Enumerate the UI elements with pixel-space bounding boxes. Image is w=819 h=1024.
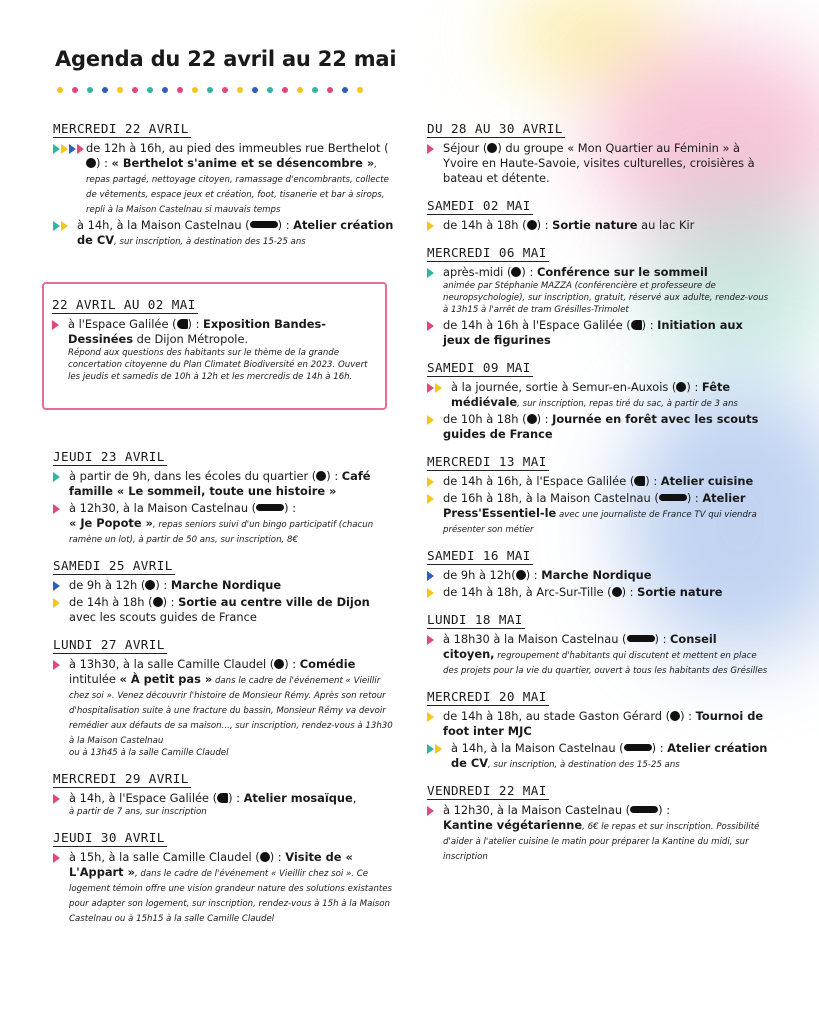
public-all-icon: [274, 659, 284, 669]
audience-markers-icon: [53, 144, 84, 154]
castelnau-icon: [659, 494, 687, 501]
event: de 14h à 18h, au stade Gaston Gérard ( ) : Tournoi de foot inter MJC: [427, 709, 772, 739]
public-all-icon: [145, 580, 155, 590]
day-heading: MERCREDI 29 AVRIL: [53, 771, 189, 786]
day-section: [427, 242, 772, 348]
audience-marker-icon: [427, 477, 434, 487]
castelnau-icon: [627, 635, 655, 642]
right-column: [427, 118, 772, 872]
day-section: [427, 780, 772, 863]
audience-marker-icon: [427, 712, 434, 722]
day-heading: DU 28 AU 30 AVRIL: [427, 121, 563, 136]
day-section: [53, 555, 398, 625]
event: de 14h à 16h, à l'Espace Galilée ( ) : Atelier cuisine: [427, 474, 772, 489]
public-all-icon: [260, 852, 270, 862]
event: de 14h à 18h ( ) : Sortie au centre ville de Dijon avec les scouts guides de France: [53, 595, 398, 625]
event: de 14h à 16h à l'Espace Galilée ( ) : Initiation aux jeux de figurines: [427, 318, 772, 348]
event: à 13h30, à la salle Camille Claudel ( ) : Comédie intitulée « À petit pas » dans le cadre de l'événement « Vieillir chez soi ». Venez découvrir l'histoire de Monsieur Rémy. Après son retour d'hospitalisation suite à une fracture du bassin, Monsieur Rémy va devoir remédier aux défauts de sa maison..., sur inscription, rendez-vous à 13h30 à la Maison Castelnau ou à 13h45 à la salle Camille Claudel: [53, 657, 398, 759]
event: à 15h, à la salle Camille Claudel ( ) : Visite de « L'Appart », dans le cadre de l'événement « Vieillir chez soi ». Ce logement témoin offre une vision grandeur nature des solutions existantes pour adapter son logement, sur inscription, rendez-vous à 15h à la Maison Castelnau ou à 15h15 à la salle Camille Claudel: [53, 850, 398, 925]
audience-marker-icon: [427, 268, 434, 278]
day-heading: MERCREDI 06 MAI: [427, 245, 547, 260]
day-section: [427, 118, 772, 186]
audience-marker-icon: [427, 415, 434, 425]
event: de 12h à 16h, au pied des immeubles rue Berthelot () : « Berthelot s'anime et se désencombre », repas partagé, nettoyage citoyen, ramassage d'encombrants, collecte de vêtements, espace jeux et création, foot, tisanerie et bar à sirops, repli à la Maison Castelnau si mauvais temps: [53, 141, 398, 216]
day-heading: 22 AVRIL AU 02 MAI: [52, 297, 196, 312]
event: à partir de 9h, dans les écoles du quartier ( ) : Café famille « Le sommeil, toute une histoire »: [53, 469, 398, 499]
day-section: [53, 446, 398, 546]
day-section: [427, 545, 772, 600]
day-heading: JEUDI 23 AVRIL: [53, 449, 165, 464]
event: de 9h à 12h( ) : Marche Nordique: [427, 568, 772, 583]
day-heading: LUNDI 18 MAI: [427, 612, 523, 627]
decorative-dots: [57, 87, 363, 93]
gallery-icon: [631, 320, 642, 330]
day-heading: MERCREDI 20 MAI: [427, 689, 547, 704]
public-all-icon: [527, 220, 537, 230]
day-heading: LUNDI 27 AVRIL: [53, 637, 165, 652]
day-section: [427, 195, 772, 233]
day-section: [427, 609, 772, 677]
audience-marker-icon: [53, 660, 60, 670]
event: Séjour ( ) du groupe « Mon Quartier au Féminin » à Yvoire en Haute-Savoie, visites culturelles, croisières à bateau et détente.: [427, 141, 772, 186]
public-all-icon: [612, 587, 622, 597]
event: de 14h à 18h, à Arc-Sur-Tille ( ) : Sortie nature: [427, 585, 772, 600]
event: de 14h à 18h ( ) : Sortie nature au lac Kir: [427, 218, 772, 233]
audience-marker-icon: [53, 504, 60, 514]
event: de 16h à 18h, à la Maison Castelnau ( ) : Atelier Press'Essentiel-le avec une journaliste de France TV qui viendra présenter son métier: [427, 491, 772, 536]
public-all-icon: [516, 570, 526, 580]
audience-marker-icon: [53, 794, 60, 804]
event: à 14h, à l'Espace Galilée ( ) : Atelier mosaïque, à partir de 7 ans, sur inscription: [53, 791, 398, 818]
audience-marker-icon: [427, 571, 434, 581]
audience-markers-icon: [427, 744, 442, 754]
event: à la journée, sortie à Semur-en-Auxois ( ) : Fête médiévale, sur inscription, repas tiré du sac, à partir de 3 ans: [427, 380, 772, 410]
gallery-icon: [634, 476, 645, 486]
day-section: [53, 634, 398, 759]
audience-markers-icon: [53, 221, 68, 231]
audience-marker-icon: [53, 598, 60, 608]
youth-icon: [624, 744, 652, 751]
day-heading: SAMEDI 16 MAI: [427, 548, 531, 563]
public-all-icon: [153, 597, 163, 607]
day-heading: VENDREDI 22 MAI: [427, 783, 547, 798]
day-section: [53, 827, 398, 925]
day-heading: SAMEDI 02 MAI: [427, 198, 531, 213]
public-all-icon: [487, 143, 497, 153]
audience-marker-icon: [53, 853, 60, 863]
page-title: Agenda du 22 avril au 22 mai: [55, 47, 397, 71]
audience-marker-icon: [427, 806, 434, 816]
event: après-midi ( ) : Conférence sur le sommeil animée par Stéphanie MAZZA (conférencière et professeure de neuropsychologie), sur inscription, gratuit, réservé aux adulte, rendez-vous à 13h15 à l'arrêt de tram Grésilles-Trimolet: [427, 265, 772, 316]
audience-marker-icon: [427, 321, 434, 331]
public-all-icon: [676, 382, 686, 392]
day-section: [427, 686, 772, 771]
gallery-icon: [217, 793, 228, 803]
event: de 9h à 12h ( ) : Marche Nordique: [53, 578, 398, 593]
event: de 10h à 18h ( ) : Journée en forêt avec les scouts guides de France: [427, 412, 772, 442]
event: à 14h, à la Maison Castelnau ( ) : Atelier création de CV, sur inscription, à destination des 15-25 ans: [53, 218, 398, 248]
audience-marker-icon: [427, 494, 434, 504]
day-section: [53, 118, 398, 248]
public-all-icon: [670, 711, 680, 721]
left-column: [53, 118, 398, 257]
event: à 18h30 à la Maison Castelnau ( ) : Conseil citoyen, regroupement d'habitants qui discutent et mettent en place des projets pour la vie du quartier, ouvert à tous les habitants des Grésilles: [427, 632, 772, 677]
gallery-icon: [177, 319, 188, 329]
public-all-icon: [316, 471, 326, 481]
event: à l'Espace Galilée ( ) : Exposition Bandes-Dessinées de Dijon Métropole. Répond aux questions des habitants sur le thème de la grande concertation citoyenne du Plan Climatet Biodiversité en 2023. Ouvert les jeudis et samedis de 10h à 12h et les mercredis de 14h à 16h.: [52, 317, 377, 383]
audience-marker-icon: [427, 144, 434, 154]
day-section: [53, 768, 398, 818]
left-column-lower: [53, 446, 398, 934]
seniors-icon: [256, 504, 284, 511]
audience-marker-icon: [52, 320, 59, 330]
highlight-box: [42, 282, 387, 410]
day-heading: MERCREDI 13 MAI: [427, 454, 547, 469]
audience-marker-icon: [427, 635, 434, 645]
day-section: [427, 357, 772, 442]
public-all-icon: [527, 414, 537, 424]
audience-marker-icon: [427, 221, 434, 231]
audience-markers-icon: [427, 383, 442, 393]
day-heading: MERCREDI 22 AVRIL: [53, 121, 189, 136]
day-heading: SAMEDI 25 AVRIL: [53, 558, 173, 573]
youth-icon: [250, 221, 278, 228]
event: à 12h30, à la Maison Castelnau ( ) : « Je Popote », repas seniors suivi d'un bingo participatif (chacun ramène un lot), à partir de 50 ans, sur inscription, 8€: [53, 501, 398, 546]
day-section: [427, 451, 772, 536]
public-all-icon: [86, 158, 96, 168]
castelnau-icon: [630, 806, 658, 813]
event: à 14h, à la Maison Castelnau ( ) : Atelier création de CV, sur inscription, à destination des 15-25 ans: [427, 741, 772, 771]
public-all-icon: [511, 267, 521, 277]
audience-marker-icon: [53, 472, 60, 482]
day-heading: JEUDI 30 AVRIL: [53, 830, 165, 845]
audience-marker-icon: [427, 588, 434, 598]
audience-marker-icon: [53, 581, 60, 591]
day-heading: SAMEDI 09 MAI: [427, 360, 531, 375]
event: à 12h30, à la Maison Castelnau ( ) : Kantine végétarienne, 6€ le repas et sur inscription. Possibilité d'aider à l'atelier cuisine le matin pour préparer la Kantine du midi, sur inscription: [427, 803, 772, 863]
